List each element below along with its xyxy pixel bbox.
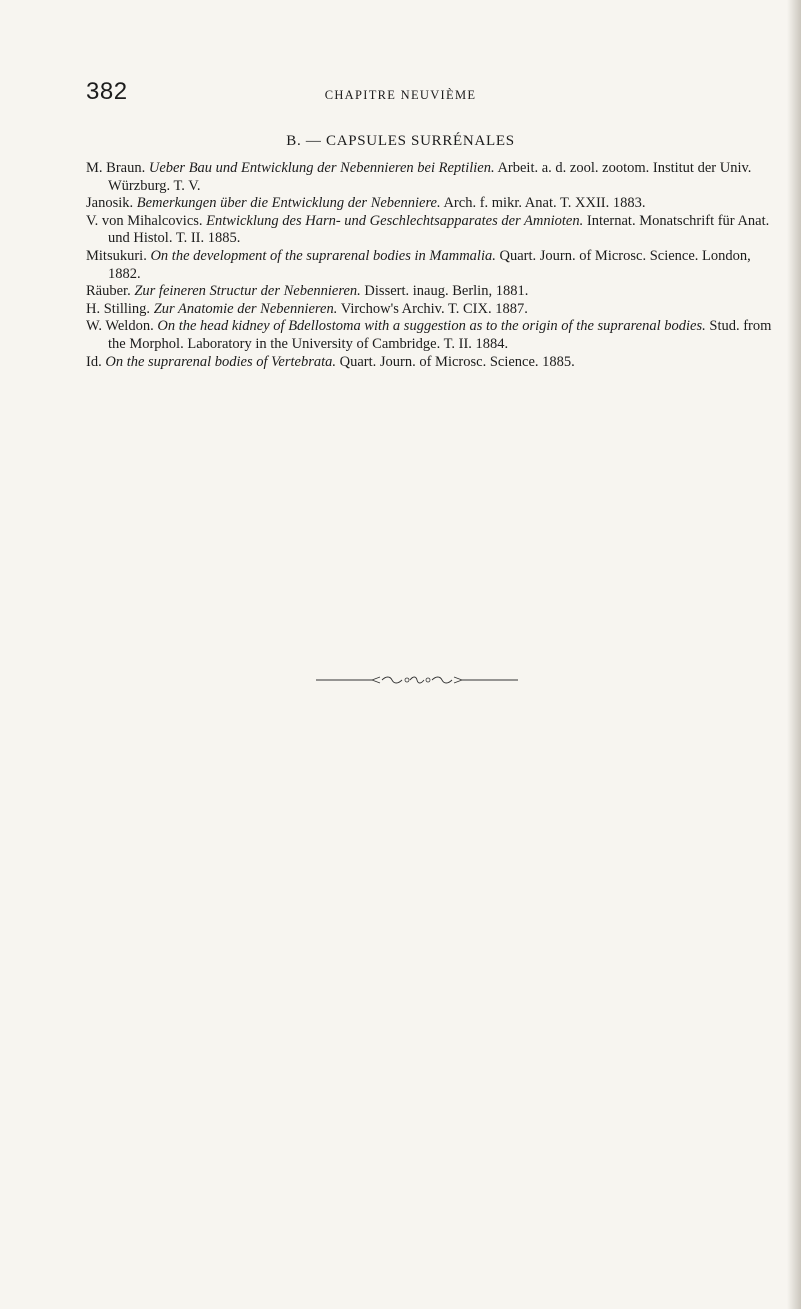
reference-author: Janosik. bbox=[86, 195, 134, 212]
end-ornament-divider bbox=[316, 674, 518, 686]
reference-author: Id. bbox=[86, 353, 102, 370]
reference-item bbox=[86, 213, 776, 248]
reference-item bbox=[86, 354, 776, 372]
reference-author: Mitsukuri. bbox=[86, 247, 147, 264]
reference-item bbox=[86, 283, 776, 301]
reference-source: Stud. from the Morphol. Laboratory in the University of Cambridge. T. II. 1884. bbox=[108, 318, 772, 352]
reference-source: Arch. f. mikr. Anat. T. XXII. 1883. bbox=[443, 195, 646, 212]
section-heading: B. — CAPSULES SURRÉNALES bbox=[286, 133, 515, 149]
reference-item bbox=[86, 301, 776, 319]
reference-author: Räuber. bbox=[86, 283, 131, 300]
reference-author: V. von Mihalcovics. bbox=[86, 212, 203, 229]
reference-title: Entwicklung des Harn- und Geschlechtsapparates der Amnioten. bbox=[206, 212, 584, 229]
reference-title: On the suprarenal bodies of Vertebrata. bbox=[105, 353, 336, 370]
reference-source: Arbeit. a. d. zool. zootom. Institut der Univ. Würzburg. T. V. bbox=[108, 160, 752, 194]
page-number: 382 bbox=[86, 78, 128, 105]
reference-source: Virchow's Archiv. T. CIX. 1887. bbox=[340, 300, 528, 317]
reference-source: Quart. Journ. of Microsc. Science. London, 1882. bbox=[108, 247, 751, 282]
reference-author: W. Weldon. bbox=[86, 318, 154, 335]
reference-title: Zur Anatomie der Nebennieren. bbox=[153, 300, 338, 317]
reference-source: Internat. Monatschrift für Anat. und Histol. T. II. 1885. bbox=[108, 212, 770, 247]
reference-author: M. Braun. bbox=[86, 160, 146, 176]
reference-title: Zur feineren Structur der Nebennieren. bbox=[134, 283, 361, 300]
reference-title: On the head kidney of Bdellostoma with a suggestion as to the origin of the suprarenal bodies. bbox=[157, 318, 706, 335]
reference-title: Ueber Bau und Entwicklung der Nebennieren bei Reptilien. bbox=[148, 160, 495, 176]
reference-item bbox=[86, 248, 776, 283]
reference-item bbox=[86, 195, 776, 213]
reference-title: Bemerkungen über die Entwicklung der Nebenniere. bbox=[136, 195, 441, 212]
page-edge-shadow bbox=[787, 0, 801, 1309]
reference-list bbox=[86, 160, 776, 371]
running-header: CHAPITRE NEUVIÈME bbox=[324, 88, 477, 102]
reference-item bbox=[86, 160, 776, 195]
reference-author: H. Stilling. bbox=[86, 300, 151, 317]
reference-source: Quart. Journ. of Microsc. Science. 1885. bbox=[339, 353, 575, 370]
reference-source: Dissert. inaug. Berlin, 1881. bbox=[364, 283, 529, 300]
reference-title: On the development of the suprarenal bodies in Mammalia. bbox=[150, 247, 496, 264]
reference-item bbox=[86, 318, 776, 353]
